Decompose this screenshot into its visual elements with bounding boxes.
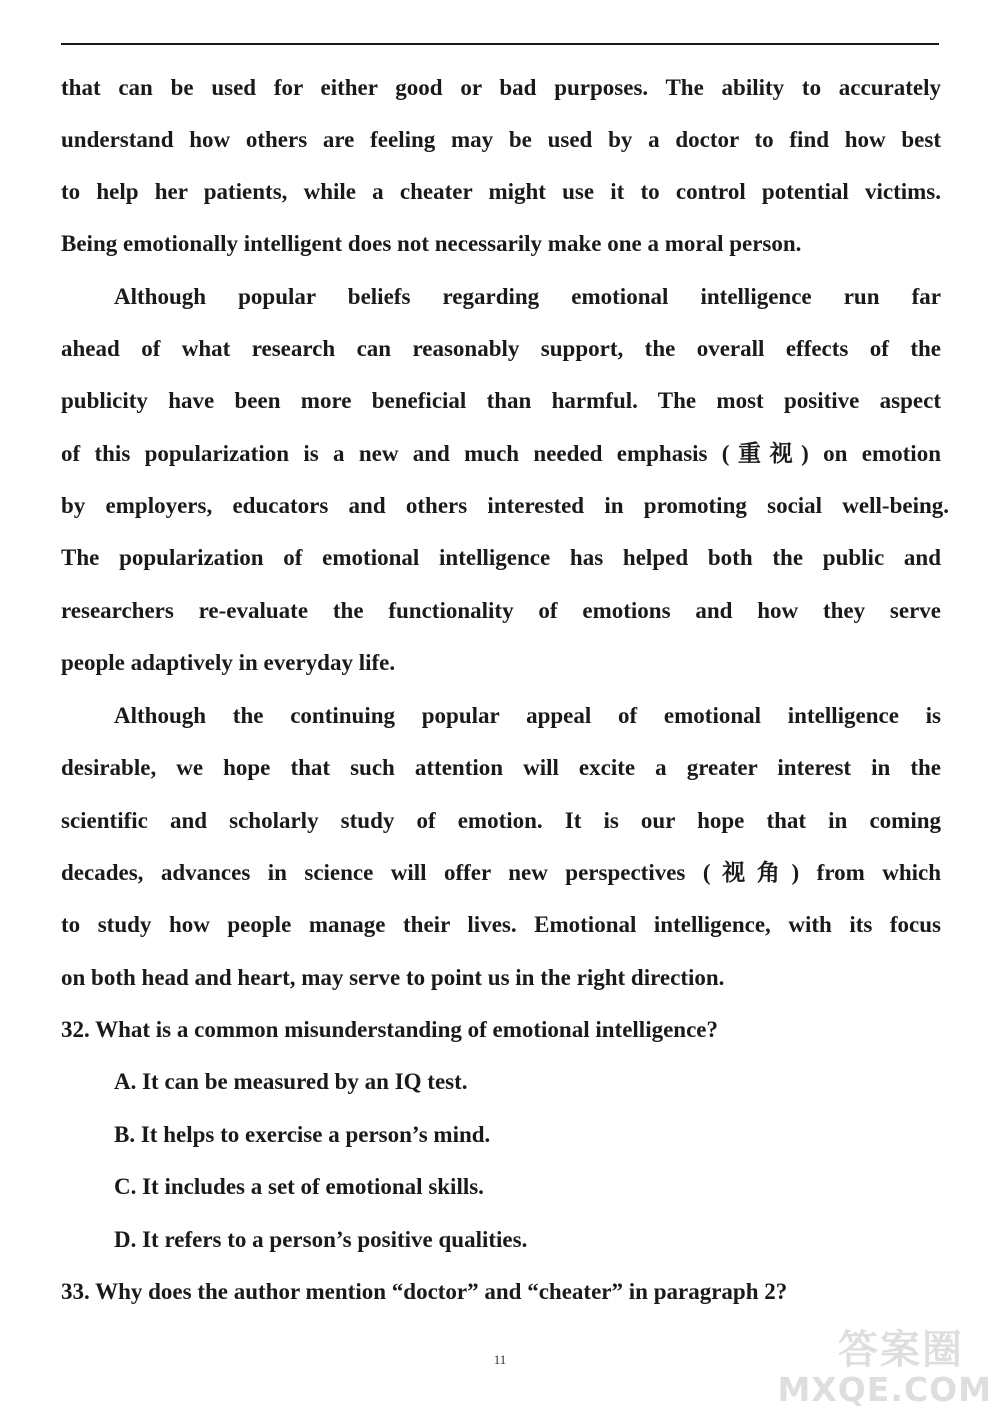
watermark-chinese: 答案圈: [838, 1327, 964, 1373]
text-line: publicity have been more beneficial than harmful. The most positive aspect: [61, 388, 941, 413]
text-line: of this popularization is a new and much needed emphasis (重视) on emotion: [61, 441, 941, 466]
text-line: researchers re-evaluate the functionality of emotions and how they serve: [61, 598, 941, 623]
question-32-option-b: B. It helps to exercise a person’s mind.: [114, 1122, 491, 1147]
text-line: by employers, educators and others interested in promoting social well-being.: [61, 493, 949, 518]
question-32-option-a: A. It can be measured by an IQ test.: [114, 1069, 468, 1094]
text-line: that can be used for either good or bad purposes. The ability to accurately: [61, 75, 941, 100]
text-line: scientific and scholarly study of emotion. It is our hope that in coming: [61, 808, 941, 833]
text-line: ahead of what research can reasonably support, the overall effects of the: [61, 336, 941, 361]
text-line: people adaptively in everyday life.: [61, 650, 396, 675]
text-line: desirable, we hope that such attention will excite a greater interest in the: [61, 755, 941, 780]
text-line: to help her patients, while a cheater might use it to control potential victims.: [61, 179, 941, 204]
text-line: decades, advances in science will offer new perspectives (视角) from which: [61, 860, 941, 885]
text-line: Although the continuing popular appeal of emotional intelligence is: [114, 703, 941, 728]
question-32-option-d: D. It refers to a person’s positive qualities.: [114, 1227, 528, 1252]
text-line: to study how people manage their lives. Emotional intelligence, with its focus: [61, 912, 941, 937]
watermark-domain: MXQE.COM: [777, 1370, 992, 1409]
question-33-stem: 33. Why does the author mention “doctor” and “cheater” in paragraph 2?: [61, 1279, 788, 1304]
text-line: The popularization of emotional intelligence has helped both the public and: [61, 545, 941, 570]
text-line: Being emotionally intelligent does not necessarily make one a moral person.: [61, 231, 802, 256]
watermark: [767, 1318, 992, 1410]
question-32-stem: 32. What is a common misunderstanding of emotional intelligence?: [61, 1017, 719, 1042]
header-rule: [61, 43, 939, 45]
text-line: on both head and heart, may serve to point us in the right direction.: [61, 965, 725, 990]
text-line: Although popular beliefs regarding emotional intelligence run far: [114, 284, 941, 309]
question-32-option-c: C. It includes a set of emotional skills.: [114, 1174, 484, 1199]
page-number: 11: [493, 1352, 507, 1367]
text-line: understand how others are feeling may be used by a doctor to find how best: [61, 127, 941, 152]
